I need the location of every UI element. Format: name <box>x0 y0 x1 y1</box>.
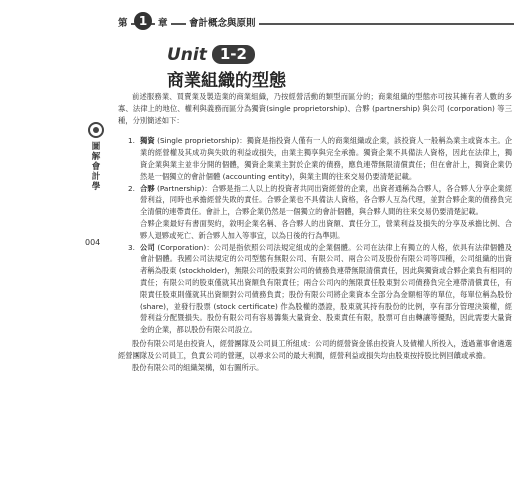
book-logo-icon <box>88 122 104 138</box>
item-number: 1. <box>128 136 135 146</box>
item-text: (Single proprietorship)：獨資是指投資人僅有一人的商業組織或企業，該投資人一般稱為業主或資本主。企業的經營權及其成功與失敗的利益或損失，由業主獨享與完全承擔。獨資企業不具備法人資格，因此在法律上，獨資企業與業主並非分開的個體，獨資企業業主對於企業的債務，應負連帶無限清償責任；但在會計上，獨資企業仍然是一個獨立的會計個體 (accounting entity)，與業主間的往來交易仍要清楚記載。 <box>140 136 512 181</box>
header-rule <box>118 23 514 25</box>
item-number: 2. <box>128 183 135 193</box>
chapter-title: 會計概念與原則 <box>186 15 259 29</box>
intro-paragraph: 前述服務業、買賣業及製造業的商業組織，乃按經營活動的類型而區分的；商業組織的型態亦可按其擁有者人數的多寡、法律上的地位、權利與義務而區分為獨資(single proprietorship)、合夥 (partnership) 與公司 (corporation) 等三種，分別簡述如下： <box>118 92 512 125</box>
unit-number-badge: 1-2 <box>212 45 255 64</box>
chapter-prefix: 第 <box>118 15 131 29</box>
chapter-header <box>118 12 514 34</box>
item-text: (Partnership)：合夥是指二人以上的投資者共同出資經營的企業，出資者通稱為合夥人，各合夥人分享企業經營利益，同時也承擔經營失敗的責任。合夥企業也不具備法人資格，各合夥人互為代理，並對合夥企業的債務負完全清償的連帶責任。會計上，合夥企業仍然是一個獨立的會計個體，與合夥人間的往來交易仍要清楚記載。 <box>140 183 512 217</box>
side-book-title: 圖解會計學 <box>91 142 101 192</box>
page-number: 004 <box>85 238 101 247</box>
chapter-word: 章 <box>155 15 171 29</box>
closing-paragraph: 股份有限公司是由投資人，經營團隊及公司員工所組成：公司的經營資金係由投資人及債權人所投入，透過董事會遴選經營團隊及公司員工，負責公司的營運，以尋求公司的最大利潤，經營利益或損失均由股東按持股比例回饋或承擔。 <box>118 338 512 360</box>
chapter-number-badge: 1 <box>134 12 152 30</box>
item-term: 獨資 <box>140 136 155 146</box>
item-term: 合夥 <box>140 183 155 193</box>
organization-types-list <box>118 135 512 336</box>
list-item <box>118 135 512 182</box>
item-number: 3. <box>128 242 135 252</box>
list-item-continuation: 合夥企業最好有書面契約，敘明企業名稱、各合夥人的出資額、責任分工，營業利益及損失的分享及承擔比例、合夥人退夥或死亡、新合夥人加入等事宜，以為日後的行為準則。 <box>140 218 512 240</box>
list-item <box>118 242 512 336</box>
closing-paragraph: 股份有限公司的組織架構，如右圖所示。 <box>132 362 264 372</box>
unit-label: Unit <box>167 44 207 65</box>
item-text: (Corporation)：公司是指依照公司法規定組成的企業個體。公司在法律上有獨立的人格，依具有法律個體及會計個體。我國公司法規定的公司型態有無限公司、有限公司、兩合公司及股份有限公司等四種，公司組織的出資者稱為股東 (stockholder)，無限公司的股東對公司的債務負連帶無限清償責任，因此與獨資或合夥企業負有相同的責任；有限公司的股東僅就其出資額負有限責任；兩合公司內的無限責任股東對公司債務負完全連帶清償責任，有限責任股東則僅就其出資額對公司債務負責；股份有限公司將企業資本全部分為金額相等的單位，每單位稱為股份 (share)，並發行股票 (stock certificate) 作為股權的憑證，股東就其持有股份的比例，享有部分管理決策權，經營利益分配暨損失。股份有限公司有容易籌集大量資金、股東責任有限，股票可自由轉讓等優點，因此需要大量資金的企業，都以股份有限公司設立。 <box>140 242 512 335</box>
item-term: 公司 <box>140 242 155 252</box>
list-item <box>118 183 512 218</box>
unit-heading <box>167 44 255 64</box>
main-content <box>118 91 512 373</box>
unit-title: 商業組織的型態 <box>167 71 286 91</box>
